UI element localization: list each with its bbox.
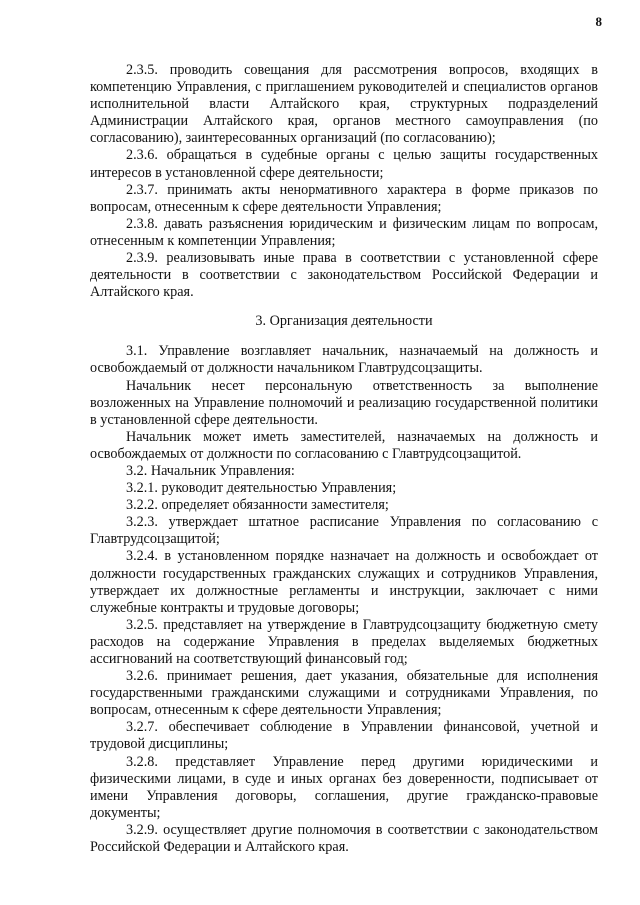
paragraph: 2.3.5. проводить совещания для рассмотрения вопросов, входящих в компетенцию Управления, с приглашением руководителей и специалистов органов исполнительной власти Алтайского края, структурных подразделений Администрации Алтайского края, органов местного самоуправления (по согласованию), заинтересованных организаций (по согласованию); — [90, 62, 598, 147]
section-heading: 3. Организация деятельности — [255, 313, 433, 330]
paragraph: Начальник несет персональную ответственность за выполнение возложенных на Управление полномочий и реализацию государственной политики в установленной сфере деятельности. — [90, 377, 598, 428]
paragraph: 2.3.8. давать разъяснения юридическим и физическим лицам по вопросам, отнесенным к компетенции Управления; — [90, 215, 598, 249]
paragraph: 3.2.6. принимает решения, дает указания, обязательные для исполнения государственными гражданскими служащими и сотрудниками Управления, по вопросам, отнесенным к сфере деятельности Управления; — [90, 668, 598, 719]
paragraph: 3.2.5. представляет на утверждение в Главтрудсоцзащиту бюджетную смету расходов на содержание Управления в пределах выделяемых бюджетных ассигнований на соответствующий финансовый год; — [90, 616, 598, 667]
paragraph: 3.2.9. осуществляет другие полномочия в соответствии с законодательством Российской Федерации и Алтайского края. — [90, 821, 598, 856]
paragraph: 3.2.2. определяет обязанности заместителя; — [126, 497, 389, 514]
paragraph: 2.3.7. принимать акты ненормативного характера в форме приказов по вопросам, отнесенным к сфере деятельности Управления; — [90, 181, 598, 215]
page-number: 8 — [595, 14, 602, 29]
paragraph: 3.2.8. представляет Управление перед другими юридическими и физическими лицами, в суде и иных органах без доверенности, подписывает от имени Управления договоры, соглашения, другие гражданско-правовые документы; — [90, 753, 598, 821]
paragraph: 3.1. Управление возглавляет начальник, назначаемый на должность и освобождаемый от должности начальником Главтрудсоцзащиты. — [90, 343, 598, 377]
paragraph: Начальник может иметь заместителей, назначаемых на должность и освобождаемых от должности по согласованию с Главтрудсоцзащитой. — [90, 428, 598, 462]
paragraph: 2.3.9. реализовывать иные права в соответствии с установленной сфере деятельности в соответствии с законодательством Российской Федерации и Алтайского края. — [90, 250, 598, 301]
paragraph: 3.2.4. в установленном порядке назначает на должность и освобождает от должности государственных гражданских служащих и сотрудников Управления, утверждает их должностные регламенты и инструкции, заключает с ними служебные контракты и трудовые договоры; — [90, 548, 598, 616]
paragraph: 3.2. Начальник Управления: — [126, 462, 295, 479]
document-body — [90, 62, 598, 856]
paragraph: 3.2.7. обеспечивает соблюдение в Управлении финансовой, учетной и трудовой дисциплины; — [90, 719, 598, 753]
paragraph: 3.2.3. утверждает штатное расписание Управления по согласованию с Главтрудсоцзащитой; — [90, 514, 598, 548]
paragraph: 2.3.6. обращаться в судебные органы с целью защиты государственных интересов в установленной сфере деятельности; — [90, 147, 598, 181]
paragraph: 3.2.1. руководит деятельностью Управления; — [126, 480, 397, 497]
